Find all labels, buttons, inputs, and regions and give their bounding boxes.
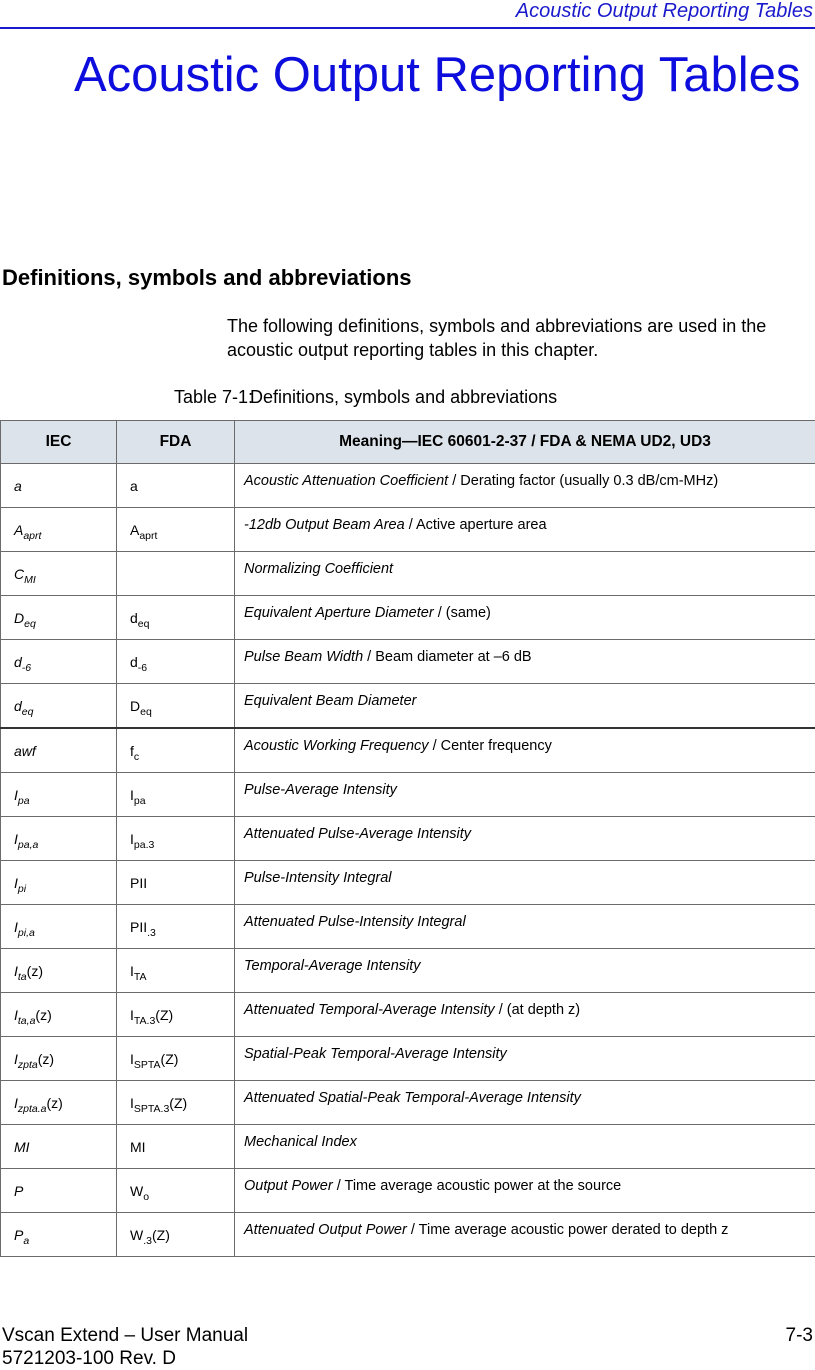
- meaning-text: [235, 552, 815, 578]
- iec-cell-symbol: [1, 596, 116, 634]
- fda-cell: [117, 817, 235, 861]
- symbol-base: A: [130, 522, 139, 538]
- meaning-term: Output Power: [244, 1178, 333, 1194]
- symbol-subscript: SPTA: [134, 1059, 161, 1071]
- table-row: [1, 773, 815, 817]
- meaning-description: / Time average acoustic power derated to depth z: [407, 1222, 729, 1238]
- meaning-term: Pulse-Average Intensity: [244, 782, 397, 798]
- meaning-text: [235, 861, 815, 887]
- symbol-subscript: eq: [24, 618, 36, 630]
- iec-cell-symbol: [1, 1125, 116, 1163]
- meaning-cell: [235, 905, 815, 949]
- symbol-base: MI: [130, 1139, 146, 1155]
- symbol-base: a: [14, 478, 22, 494]
- symbol-subscript: c: [134, 751, 139, 763]
- iec-cell: [1, 949, 117, 993]
- iec-cell-symbol: [1, 817, 116, 855]
- symbol-base: a: [130, 478, 138, 494]
- iec-cell-symbol: [1, 949, 116, 987]
- symbol-base: A: [14, 522, 23, 538]
- header-rule: [0, 27, 815, 29]
- fda-cell-symbol: [117, 1169, 234, 1207]
- symbol-subscript: pa,a: [18, 839, 38, 851]
- table-row: [1, 1125, 815, 1169]
- symbol-subscript: MI: [24, 574, 36, 586]
- meaning-cell: [235, 949, 815, 993]
- fda-cell: [117, 464, 235, 508]
- meaning-term: Pulse Beam Width: [244, 649, 363, 665]
- symbol-subscript: zpta.a: [18, 1103, 47, 1115]
- intro-paragraph: The following definitions, symbols and abbreviations are used in the acoustic output reporting tables in this chapter.: [227, 314, 815, 362]
- fda-cell: [117, 861, 235, 905]
- symbol-base: W: [130, 1227, 143, 1243]
- meaning-cell: [235, 508, 815, 552]
- symbol-base: D: [130, 698, 140, 714]
- symbol-base: I: [14, 787, 18, 803]
- table-header-row: [1, 421, 815, 464]
- definitions-table: [0, 420, 815, 1257]
- symbol-base: I: [130, 831, 134, 847]
- column-header-iec: IEC: [1, 421, 117, 464]
- iec-cell-symbol: [1, 1081, 116, 1119]
- fda-cell: [117, 1081, 235, 1125]
- symbol-subscript: TA: [134, 971, 147, 983]
- symbol-subscript: pi: [18, 883, 26, 895]
- meaning-cell: [235, 596, 815, 640]
- table-caption-number: Table 7-1:: [174, 385, 250, 409]
- meaning-description: / Derating factor (usually 0.3 dB/cm-MHz): [448, 473, 718, 489]
- symbol-subscript: pa: [18, 795, 30, 807]
- meaning-term: Equivalent Aperture Diameter: [244, 605, 434, 621]
- symbol-subscript: pi,a: [18, 927, 35, 939]
- meaning-term: Mechanical Index: [244, 1134, 357, 1150]
- meaning-term: Pulse-Intensity Integral: [244, 870, 392, 886]
- iec-cell-symbol: [1, 1213, 116, 1251]
- symbol-base: d: [130, 610, 138, 626]
- fda-cell-symbol: [117, 905, 234, 943]
- meaning-text: [235, 729, 815, 755]
- meaning-cell: [235, 728, 815, 773]
- meaning-term: -12db Output Beam Area: [244, 517, 405, 533]
- table-caption: [174, 385, 557, 409]
- meaning-text: [235, 993, 815, 1019]
- meaning-term: Temporal-Average Intensity: [244, 958, 421, 974]
- fda-cell-symbol: [117, 861, 234, 899]
- symbol-base: PII: [130, 875, 147, 891]
- symbol-subscript: -6: [22, 662, 31, 674]
- meaning-cell: [235, 1081, 815, 1125]
- iec-cell: [1, 1169, 117, 1213]
- iec-cell: [1, 552, 117, 596]
- symbol-base: D: [14, 610, 24, 626]
- meaning-term: Acoustic Attenuation Coefficient: [244, 473, 448, 489]
- fda-cell-symbol: [117, 729, 234, 767]
- table-row: [1, 464, 815, 508]
- meaning-text: [235, 596, 815, 622]
- symbol-suffix: (z): [35, 1007, 51, 1023]
- fda-cell-symbol: [117, 640, 234, 678]
- iec-cell-symbol: [1, 684, 116, 722]
- iec-cell: [1, 773, 117, 817]
- iec-cell-symbol: [1, 1169, 116, 1207]
- symbol-subscript: aprt: [139, 530, 157, 542]
- meaning-description: / Center frequency: [429, 738, 552, 754]
- symbol-subscript: pa: [134, 795, 146, 807]
- symbol-suffix: (z): [38, 1051, 54, 1067]
- meaning-cell: [235, 1037, 815, 1081]
- fda-cell: [117, 773, 235, 817]
- table-row: [1, 817, 815, 861]
- symbol-base: I: [14, 1095, 18, 1111]
- fda-cell-symbol: [117, 1213, 234, 1251]
- meaning-text: [235, 1213, 815, 1239]
- meaning-term: Spatial-Peak Temporal-Average Intensity: [244, 1046, 507, 1062]
- symbol-suffix: (Z): [152, 1227, 170, 1243]
- meaning-description: / Time average acoustic power at the source: [333, 1178, 622, 1194]
- iec-cell: [1, 684, 117, 729]
- table-row: [1, 1037, 815, 1081]
- meaning-text: [235, 684, 815, 710]
- meaning-text: [235, 1037, 815, 1063]
- meaning-term: Acoustic Working Frequency: [244, 738, 429, 754]
- fda-cell: [117, 1125, 235, 1169]
- meaning-description: / (same): [434, 605, 491, 621]
- symbol-base: I: [130, 1095, 134, 1111]
- meaning-cell: [235, 861, 815, 905]
- fda-cell-symbol: [117, 464, 234, 502]
- table-row: [1, 1213, 815, 1257]
- fda-cell: [117, 1037, 235, 1081]
- symbol-subscript: ta: [18, 971, 27, 983]
- iec-cell-symbol: [1, 508, 116, 546]
- meaning-cell: [235, 1169, 815, 1213]
- table-row: [1, 1169, 815, 1213]
- symbol-suffix: (z): [47, 1095, 63, 1111]
- iec-cell: [1, 905, 117, 949]
- meaning-text: [235, 640, 815, 666]
- column-header-meaning: Meaning—IEC 60601-2-37 / FDA & NEMA UD2, UD3: [235, 421, 815, 464]
- meaning-text: [235, 1125, 815, 1151]
- iec-cell: [1, 1213, 117, 1257]
- running-header: Acoustic Output Reporting Tables: [516, 0, 813, 22]
- iec-cell-symbol: [1, 552, 116, 590]
- symbol-base: I: [14, 1051, 18, 1067]
- iec-cell: [1, 728, 117, 773]
- symbol-base: f: [130, 743, 134, 759]
- iec-cell-symbol: [1, 464, 116, 502]
- meaning-description: / Active aperture area: [405, 517, 547, 533]
- fda-cell-symbol: [117, 773, 234, 811]
- iec-cell-symbol: [1, 993, 116, 1031]
- symbol-base: d: [130, 654, 138, 670]
- meaning-text: [235, 464, 815, 490]
- symbol-suffix: (Z): [155, 1007, 173, 1023]
- symbol-suffix: (Z): [161, 1051, 179, 1067]
- fda-cell-symbol: [117, 552, 234, 564]
- table-row: [1, 728, 815, 773]
- iec-cell: [1, 1125, 117, 1169]
- fda-cell: [117, 508, 235, 552]
- fda-cell-symbol: [117, 817, 234, 855]
- meaning-description: / Beam diameter at –6 dB: [363, 649, 531, 665]
- meaning-term: Attenuated Pulse-Average Intensity: [244, 826, 471, 842]
- meaning-cell: [235, 817, 815, 861]
- footer-manual-title: Vscan Extend – User Manual: [2, 1325, 248, 1347]
- meaning-cell: [235, 1213, 815, 1257]
- symbol-base: W: [130, 1183, 143, 1199]
- iec-cell: [1, 508, 117, 552]
- table-body: [1, 464, 815, 1257]
- table-row: [1, 640, 815, 684]
- symbol-base: P: [14, 1183, 23, 1199]
- symbol-base: I: [130, 1007, 134, 1023]
- symbol-base: I: [14, 1007, 18, 1023]
- symbol-suffix: (z): [27, 963, 43, 979]
- symbol-subscript: aprt: [23, 530, 41, 542]
- table-row: [1, 1081, 815, 1125]
- iec-cell: [1, 1081, 117, 1125]
- table-row: [1, 596, 815, 640]
- meaning-text: [235, 773, 815, 799]
- meaning-term: Attenuated Spatial-Peak Temporal-Average Intensity: [244, 1090, 581, 1106]
- symbol-base: P: [14, 1227, 23, 1243]
- fda-cell-symbol: [117, 993, 234, 1031]
- symbol-subscript: ta,a: [18, 1015, 36, 1027]
- symbol-base: C: [14, 566, 24, 582]
- fda-cell: [117, 596, 235, 640]
- section-heading: Definitions, symbols and abbreviations: [2, 264, 412, 292]
- fda-cell: [117, 728, 235, 773]
- fda-cell-symbol: [117, 508, 234, 546]
- meaning-cell: [235, 552, 815, 596]
- meaning-cell: [235, 993, 815, 1037]
- iec-cell-symbol: [1, 640, 116, 678]
- meaning-cell: [235, 1125, 815, 1169]
- symbol-base: awf: [14, 743, 36, 759]
- symbol-base: I: [130, 787, 134, 803]
- fda-cell-symbol: [117, 684, 234, 722]
- symbol-base: d: [14, 654, 22, 670]
- footer-page-number: 7-3: [786, 1325, 813, 1347]
- symbol-subscript: .3: [143, 1235, 152, 1247]
- meaning-cell: [235, 640, 815, 684]
- iec-cell: [1, 817, 117, 861]
- meaning-text: [235, 1081, 815, 1107]
- fda-cell: [117, 1213, 235, 1257]
- iec-cell: [1, 1037, 117, 1081]
- meaning-term: Attenuated Temporal-Average Intensity: [244, 1002, 495, 1018]
- fda-cell-symbol: [117, 1081, 234, 1119]
- footer-revision: 5721203-100 Rev. D: [2, 1348, 176, 1370]
- fda-cell-symbol: [117, 949, 234, 987]
- fda-cell: [117, 1169, 235, 1213]
- meaning-description: / (at depth z): [495, 1002, 580, 1018]
- symbol-subscript: eq: [22, 706, 34, 718]
- symbol-subscript: .3: [147, 927, 156, 939]
- meaning-term: Attenuated Output Power: [244, 1222, 407, 1238]
- iec-cell-symbol: [1, 773, 116, 811]
- table-row: [1, 993, 815, 1037]
- fda-cell-symbol: [117, 1125, 234, 1163]
- symbol-base: I: [14, 831, 18, 847]
- meaning-term: Normalizing Coefficient: [244, 561, 393, 577]
- meaning-text: [235, 508, 815, 534]
- table-row: [1, 508, 815, 552]
- table-row: [1, 905, 815, 949]
- iec-cell: [1, 640, 117, 684]
- iec-cell: [1, 464, 117, 508]
- fda-cell-symbol: [117, 596, 234, 634]
- meaning-text: [235, 817, 815, 843]
- table-row: [1, 552, 815, 596]
- symbol-base: I: [14, 919, 18, 935]
- meaning-text: [235, 905, 815, 931]
- iec-cell-symbol: [1, 729, 116, 767]
- symbol-subscript: -6: [138, 662, 147, 674]
- fda-cell: [117, 993, 235, 1037]
- meaning-cell: [235, 464, 815, 508]
- iec-cell-symbol: [1, 1037, 116, 1075]
- table-row: [1, 684, 815, 729]
- fda-cell: [117, 640, 235, 684]
- symbol-base: d: [14, 698, 22, 714]
- iec-cell-symbol: [1, 861, 116, 899]
- meaning-cell: [235, 773, 815, 817]
- table-caption-title: Definitions, symbols and abbreviations: [250, 387, 557, 407]
- symbol-subscript: TA.3: [134, 1015, 155, 1027]
- fda-cell: [117, 552, 235, 596]
- symbol-subscript: eq: [140, 706, 152, 718]
- symbol-base: PII: [130, 919, 147, 935]
- symbol-suffix: (Z): [169, 1095, 187, 1111]
- iec-cell: [1, 993, 117, 1037]
- meaning-term: Attenuated Pulse-Intensity Integral: [244, 914, 466, 930]
- symbol-subscript: SPTA.3: [134, 1103, 169, 1115]
- symbol-base: I: [130, 1051, 134, 1067]
- iec-cell: [1, 596, 117, 640]
- fda-cell-symbol: [117, 1037, 234, 1075]
- table-row: [1, 949, 815, 993]
- symbol-base: I: [14, 875, 18, 891]
- symbol-subscript: a: [23, 1235, 29, 1247]
- symbol-subscript: eq: [138, 618, 150, 630]
- table-row: [1, 861, 815, 905]
- symbol-subscript: zpta: [18, 1059, 38, 1071]
- symbol-base: I: [130, 963, 134, 979]
- fda-cell: [117, 949, 235, 993]
- symbol-subscript: o: [143, 1191, 149, 1203]
- column-header-fda: FDA: [117, 421, 235, 464]
- chapter-title: Acoustic Output Reporting Tables: [74, 44, 800, 106]
- meaning-text: [235, 1169, 815, 1195]
- meaning-cell: [235, 684, 815, 729]
- symbol-subscript: pa.3: [134, 839, 154, 851]
- symbol-base: MI: [14, 1139, 30, 1155]
- fda-cell: [117, 905, 235, 949]
- symbol-base: I: [14, 963, 18, 979]
- iec-cell-symbol: [1, 905, 116, 943]
- iec-cell: [1, 861, 117, 905]
- fda-cell: [117, 684, 235, 729]
- meaning-text: [235, 949, 815, 975]
- meaning-term: Equivalent Beam Diameter: [244, 693, 416, 709]
